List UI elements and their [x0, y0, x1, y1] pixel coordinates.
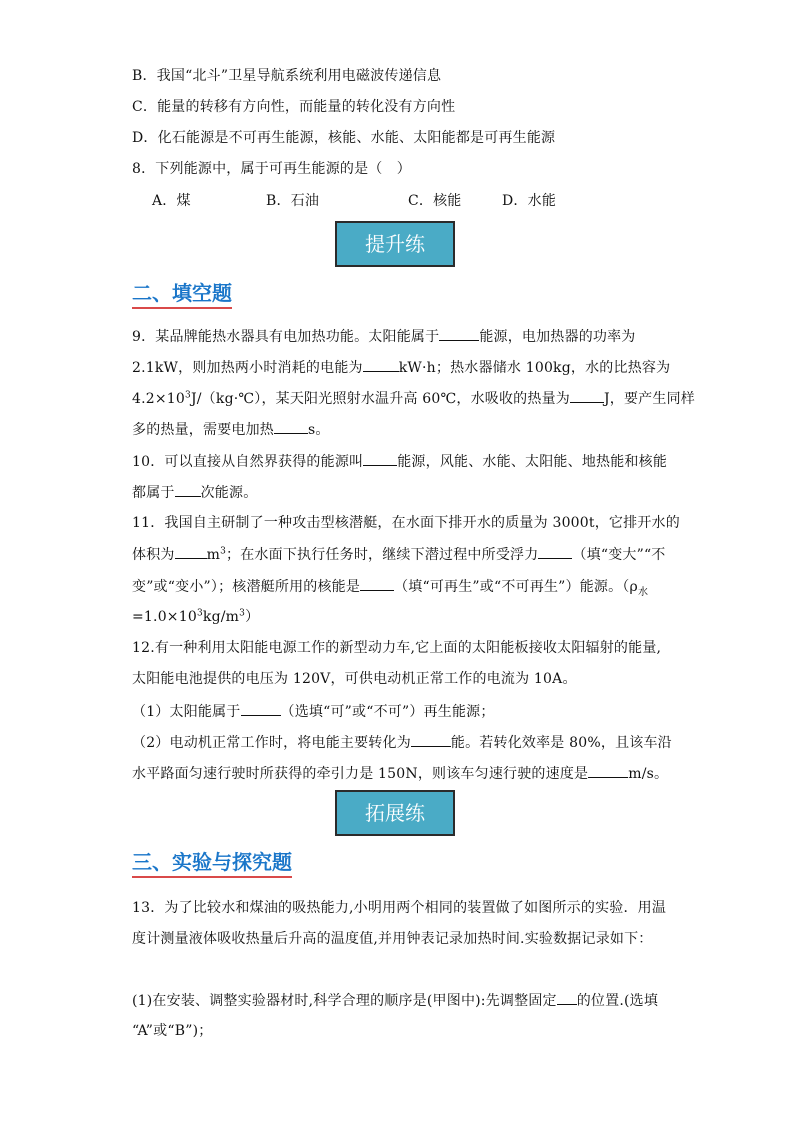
q11-line3: 变”或“变小”）；核潜艇所用的核能是 （填“可再生”或“不可再生”）能源。（$\rho_水$ — [132, 576, 648, 603]
answer-blank[interactable] — [363, 451, 397, 466]
answer-blank[interactable] — [557, 990, 577, 1005]
q10-line1: 10．可以直接从自然界获得的能源叫 能源，风能、水能、太阳能、地热能和核能 — [132, 451, 667, 472]
q11-line1: 11．我国自主研制了一种攻击型核潜艇，在水面下排开水的质量为 3000t，它排开水的 — [132, 515, 680, 531]
answer-blank[interactable] — [241, 701, 281, 716]
answer-blank[interactable] — [588, 763, 628, 778]
q12-line5: 水平路面匀速行驶时所获得的牵引力是 150N，则该车匀速行驶的速度是 m/s。 — [132, 763, 668, 784]
answer-blank[interactable] — [411, 732, 451, 747]
banner-extend: 拓展练 — [335, 790, 455, 836]
q13-line1: 13．为了比较水和煤油的吸热能力,小明用两个相同的装置做了如图所示的实验．用温 — [132, 900, 667, 916]
q13-line4: “A”或“B”)； — [132, 1023, 213, 1039]
answer-blank[interactable] — [538, 544, 572, 559]
answer-blank[interactable] — [175, 482, 201, 497]
q8-option-d: D．水能 — [502, 193, 557, 209]
q7-option-d: D．化石能源是不可再生能源，核能、水能、太阳能都是可再生能源 — [132, 130, 556, 146]
section-fill-in-blank: 二、填空题 — [132, 281, 232, 309]
q13-line3: (1)在安装、调整实验器材时,科学合理的顺序是(甲图中):先调整固定 的位置.(选填 — [132, 990, 658, 1011]
q7-option-b: B．我国“北斗”卫星导航系统利用电磁波传递信息 — [132, 68, 442, 84]
q8-options — [132, 191, 632, 211]
answer-blank[interactable] — [570, 388, 604, 403]
q7-option-c: C．能量的转移有方向性，而能量的转化没有方向性 — [132, 99, 456, 115]
q11-line4: $=1.0\times 10^3kg/m^3$） — [132, 608, 260, 625]
q9-line4: 多的热量，需要电加热 s。 — [132, 419, 330, 440]
q9-line3: $4.2\times 10^3J/(kg\cdot℃)$，某天阳光照射水温升高 60℃，水吸收的热量为 J，要产生同样 — [132, 388, 695, 409]
section-experiment: 三、实验与探究题 — [132, 850, 292, 878]
answer-blank[interactable] — [363, 357, 399, 372]
answer-blank[interactable] — [274, 419, 308, 434]
q12-line1: 12.有一种利用太阳能电源工作的新型动力车,它上面的太阳能板接收太阳辐射的能量, — [132, 640, 662, 656]
q12-line4: （2）电动机正常工作时，将电能主要转化为 能。若转化效率是 80%，且该车沿 — [132, 732, 672, 753]
banner-improve: 提升练 — [335, 221, 455, 267]
q13-line2: 度计测量液体吸收热量后升高的温度值,并用钟表记录加热时间.实验数据记录如下： — [132, 931, 653, 947]
q12-line2: 太阳能电池提供的电压为 120V，可供电动机正常工作的电流为 10A。 — [132, 671, 577, 687]
q9-line2: 2.1kW，则加热两小时消耗的电能为 kW·h；热水器储水 100kg，水的比热容为 — [132, 357, 670, 378]
q8-option-c: C．核能 — [408, 193, 462, 209]
q9-line1: 9．某品牌能热水器具有电加热功能。太阳能属于 能源，电加热器的功率为 — [132, 326, 636, 347]
answer-blank[interactable] — [175, 544, 207, 559]
q10-line2: 都属于 次能源。 — [132, 482, 257, 503]
answer-blank[interactable] — [360, 576, 394, 591]
q8-option-b: B．石油 — [266, 193, 320, 209]
q12-line3: （1）太阳能属于 （选填“可”或“不可”）再生能源； — [132, 701, 495, 722]
q8-stem: 8．下列能源中，属于可再生能源的是（ ） — [132, 161, 411, 177]
q8-option-a: A．煤 — [152, 193, 191, 209]
q11-line2: 体积为 $m^3$；在水面下执行任务时，继续下潜过程中所受浮力 （填“变大”“不 — [132, 544, 666, 565]
answer-blank[interactable] — [439, 326, 479, 341]
